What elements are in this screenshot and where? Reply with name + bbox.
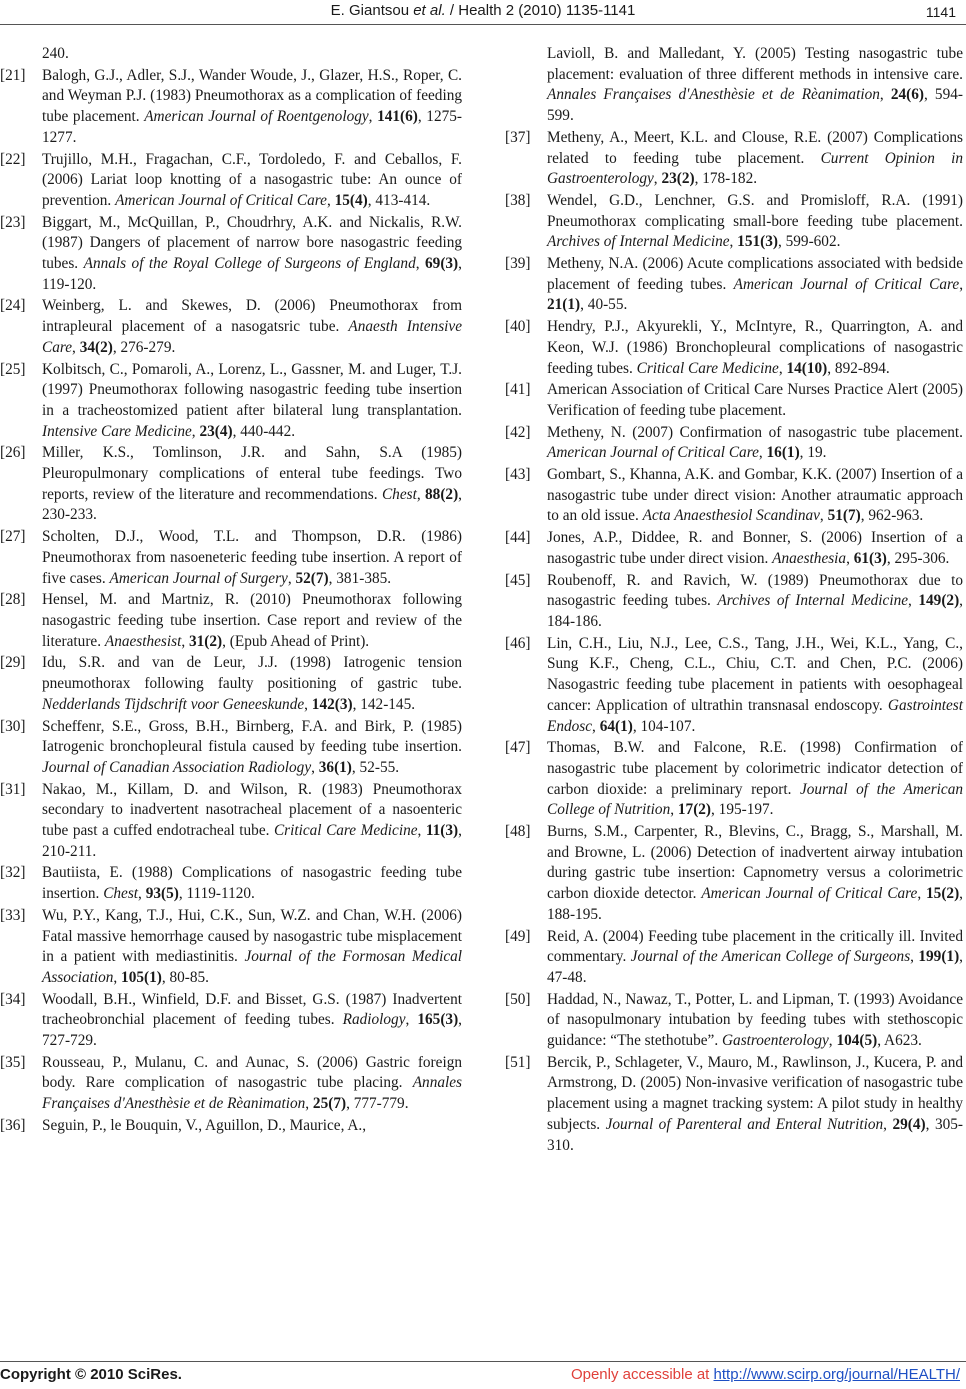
journal-name: American Journal of Surgery	[109, 569, 288, 587]
journal-name: Anaesthesia	[772, 549, 847, 567]
volume-issue: 29(4)	[892, 1115, 926, 1133]
reference-text: ,	[287, 569, 296, 587]
reference-text: , 40-55.	[580, 296, 628, 314]
volume-issue: 69(3)	[425, 255, 459, 273]
journal-name: Anaesth Intensive Care	[42, 318, 462, 356]
reference-item	[505, 423, 963, 464]
reference-text: ,	[138, 885, 146, 903]
reference-number: [33]	[0, 906, 26, 924]
reference-item	[505, 822, 963, 926]
volume-issue: 15(4)	[334, 191, 368, 209]
journal-name: American Journal of Critical Care	[701, 885, 918, 903]
reference-number: [41]	[505, 381, 531, 399]
reference-text: Lavioll, B. and Malledant, Y. (2005) Testing nasogastric tube placement: evaluation of three different methods in intensive care.	[547, 45, 963, 83]
reference-text: ,	[191, 422, 200, 440]
volume-issue: 31(2)	[189, 632, 223, 650]
volume-issue: 23(4)	[199, 422, 233, 440]
reference-text: Idu, S.R. and van de Leur, J.J. (1998) Iatrogenic tension pneumothorax following faulty positioning of gastric tube.	[42, 654, 462, 693]
reference-number: [39]	[505, 255, 531, 273]
reference-item	[0, 990, 462, 1052]
reference-text: ,	[368, 108, 378, 126]
reference-text: Woodall, B.H., Winfield, D.F. and Bisset, G.S. (1987) Inadvertent tracheobronchial placement of feeding tubes.	[42, 990, 462, 1029]
reference-item	[0, 150, 462, 212]
journal-url-link[interactable]: http://www.scirp.org/journal/HEALTH/	[713, 1366, 960, 1383]
reference-item	[0, 863, 462, 904]
journal-name: Annales Françaises d'Anesthèsie et de Rèanimation	[547, 86, 880, 104]
reference-text: , (Epub Ahead of Print).	[222, 632, 370, 650]
volume-issue: 93(5)	[145, 885, 179, 903]
reference-text: , 413-414.	[367, 191, 431, 209]
reference-item	[505, 528, 963, 569]
volume-issue: 11(3)	[425, 822, 459, 840]
reference-text: , 80-85.	[161, 968, 210, 986]
reference-text: , 777-779.	[346, 1095, 409, 1113]
reference-item	[0, 296, 462, 358]
reference-number: [42]	[505, 423, 531, 441]
reference-text: Seguin, P., le Bouquin, V., Aguillon, D., Maurice, A.,	[42, 1116, 367, 1134]
journal-name: Radiology	[342, 1011, 406, 1029]
reference-text: , 295-306.	[886, 549, 950, 567]
reference-item	[0, 780, 462, 863]
reference-item	[0, 213, 462, 296]
volume-issue: 165(3)	[417, 1011, 459, 1029]
journal-name: Chest	[103, 885, 139, 903]
volume-issue: 21(1)	[547, 296, 581, 314]
reference-text: Reid, A. (2004) Feeding tube placement in the critically ill. Invited commentary.	[547, 927, 963, 966]
reference-text: , 230-233.	[42, 485, 462, 524]
reference-item	[505, 317, 963, 379]
reference-text: ,	[670, 801, 678, 819]
reference-number: [30]	[0, 717, 26, 735]
reference-text: , 599-602.	[777, 233, 841, 251]
volume-issue: 51(7)	[827, 507, 861, 525]
reference-list-left	[0, 66, 462, 1137]
volume-issue: 14(10)	[786, 359, 828, 377]
reference-number: [45]	[505, 571, 531, 589]
reference-text: ,	[778, 359, 787, 377]
reference-list-right	[505, 128, 963, 1156]
volume-issue: 142(3)	[311, 695, 353, 713]
reference-number: [31]	[0, 780, 26, 798]
running-header	[0, 2, 966, 24]
journal-name: Intensive Care Medicine	[42, 422, 192, 440]
reference-text: Haddad, N., Nawaz, T., Potter, L. and Lipman, T. (1993) Avoidance of nasopulmonary intubation by feeding tubes with stethoscopic guidance: “The stethotube”.	[547, 990, 963, 1050]
journal-name: Annales Françaises d'Anesthèsie et de Rèanimation	[42, 1074, 462, 1113]
journal-name: American Journal of Critical Care	[115, 191, 327, 209]
header-et-al: et al.	[413, 2, 446, 19]
reference-text: , 892-894.	[827, 359, 890, 377]
reference-number: [25]	[0, 360, 26, 378]
journal-name: Annals of the Royal College of Surgeons of England	[83, 255, 416, 273]
reference-text: , 52-55.	[351, 758, 400, 776]
reference-text: ,	[883, 1115, 893, 1133]
reference-text: Balogh, G.J., Adler, S.J., Wander Woude, J., Glazer, H.S., Roper, C. and Weyman P.J. (1983) Pneumothorax as a complication of feeding tube placement.	[42, 66, 462, 126]
reference-number: [36]	[0, 1116, 26, 1134]
reference-number: [40]	[505, 318, 531, 336]
reference-number: [27]	[0, 528, 26, 546]
reference-item	[505, 990, 963, 1052]
volume-issue: 88(2)	[425, 485, 459, 503]
reference-text: , 440-442.	[232, 422, 296, 440]
reference-number: [35]	[0, 1053, 26, 1071]
journal-name: Anaesthesist	[104, 632, 182, 650]
reference-text: , 1275-1277.	[42, 108, 462, 146]
reference-number: [48]	[505, 823, 531, 841]
reference-text: Lin, C.H., Liu, N.J., Lee, C.S., Tang, J.H., Wei, K.L., Yang, C., Sung K.F., Cheng, C.L., Chiu, C.T. and Chen, P.C. (2006) Nasogastric feeding tube placement in patients with oesophageal cancer: Application of ultrathin transnasal endoscopy.	[547, 634, 963, 714]
reference-text: Miller, K.S., Tomlinson, J.R. and Sahn, S.A (1985) Pleuropulmonary complications of enteral tube feedings. Two reports, review of the literature and recommendations.	[42, 444, 462, 503]
reference-text: Scholten, D.J., Wood, T.L. and Thompson, D.R. (1986) Pneumothorax from nasoeneteric feeding tube insertion. A report of five cases.	[42, 528, 462, 587]
header-rule	[0, 24, 966, 25]
reference-item	[505, 380, 963, 421]
left-column	[0, 44, 462, 1138]
reference-number: [23]	[0, 213, 26, 231]
reference-text: ,	[305, 1095, 313, 1113]
reference-text: ,	[311, 758, 319, 776]
reference-text: , 184-186.	[547, 592, 963, 630]
reference-item	[505, 254, 963, 316]
reference-text: , 104-107.	[632, 717, 696, 735]
journal-name: Critical Care Medicine	[273, 822, 418, 840]
reference-text: , 47-48.	[547, 948, 963, 986]
volume-issue: 24(6)	[890, 86, 924, 104]
reference-text: ,	[417, 822, 426, 840]
journal-name: Journal of the American College of Nutrition	[547, 780, 963, 819]
reference-number: [51]	[505, 1053, 531, 1071]
reference-item	[0, 717, 462, 779]
reference-text: Rousseau, P., Mulanu, C. and Aunac, S. (2006) Gastric foreign body. Rare complication of nasogastric tube placing.	[42, 1053, 462, 1092]
journal-name: Nedderlands Tijdschrift voor Geneeskunde	[42, 695, 305, 713]
reference-text: Roubenoff, R. and Ravich, W. (1989) Pneumothorax due to nasogastric feeding tubes.	[547, 571, 963, 610]
right-column	[505, 44, 963, 1157]
reference-text: ,	[653, 170, 662, 188]
reference-text: Kolbitsch, C., Pomaroli, A., Lorenz, L., Gassner, M. and Luger, T.J. (1997) Pneumothorax following nasogastric feeding tube insertion in a tracheostomized patient after bilateral lung transplantation.	[42, 360, 462, 419]
reference-item	[505, 1053, 963, 1157]
volume-issue: 151(3)	[737, 233, 778, 251]
reference-text: , 594-599.	[547, 86, 963, 125]
reference-text: ,	[846, 549, 854, 567]
reference-text: Metheny, N.A. (2006) Acute complications associated with bedside placement of feeding tubes.	[547, 255, 963, 293]
reference-text: ,	[819, 507, 828, 525]
reference-text: Bautiista, E. (1988) Complications of nasogastric feeding tube insertion.	[42, 864, 462, 903]
reference-item	[0, 1116, 462, 1137]
volume-issue: 52(7)	[295, 569, 329, 587]
reference-item	[0, 527, 462, 589]
reference-continuation-right	[505, 44, 963, 127]
reference-text: Nakao, M., Killam, D. and Wilson, R. (1983) Pneumothorax secondary to inadvertent nasotracheal placement of a nasoenteric tube past a cuffed endotracheal tube.	[42, 780, 462, 840]
reference-number: [38]	[505, 191, 531, 209]
reference-number: [22]	[0, 150, 26, 168]
reference-text: ,	[879, 86, 891, 104]
reference-item	[0, 443, 462, 526]
reference-text: ,	[181, 632, 189, 650]
copyright-notice: Copyright © 2010 SciRes.	[0, 1366, 182, 1383]
volume-issue: 105(1)	[121, 968, 162, 986]
open-access-notice	[571, 1366, 960, 1383]
reference-text: ,	[910, 948, 919, 966]
reference-item	[505, 738, 963, 821]
reference-text: ,	[326, 191, 335, 209]
reference-text: ,	[416, 485, 426, 503]
reference-text: Metheny, A., Meert, K.L. and Clouse, R.E. (2007) Complications related to feeding tube placement.	[547, 128, 963, 167]
reference-text: ,	[113, 968, 122, 986]
journal-name: Journal of the American College of Surgeons	[630, 948, 911, 966]
reference-text: ,	[592, 717, 600, 735]
journal-name: Critical Care Medicine	[636, 359, 779, 377]
reference-text: , 1119-1120.	[178, 885, 255, 903]
reference-text: ,	[917, 885, 927, 903]
reference-text: Metheny, N. (2007) Confirmation of nasogastric tube placement.	[547, 423, 963, 441]
journal-name: Current Opinion in Gastroenterology	[547, 149, 963, 188]
open-access-text: Openly accessible at	[570, 1366, 714, 1383]
reference-text: , 19.	[799, 444, 827, 462]
volume-issue: 15(2)	[926, 885, 960, 903]
reference-item	[505, 465, 963, 527]
reference-text: Hensel, M. and Martniz, R. (2010) Pneumothorax following nasogastric feeding tube insertion. Case report and review of the literature.	[42, 591, 462, 650]
reference-continuation: 240.	[42, 45, 69, 62]
reference-text: American Association of Critical Care Nurses Practice Alert (2005) Verification of feeding tube placement.	[547, 381, 963, 419]
reference-text: , 727-729.	[42, 1011, 462, 1050]
reference-text: ,	[758, 444, 767, 462]
reference-text: ,	[828, 1032, 837, 1050]
reference-text: , 178-182.	[694, 170, 758, 188]
volume-issue: 16(1)	[766, 444, 800, 462]
volume-issue: 61(3)	[853, 549, 887, 567]
reference-text: , A623.	[877, 1032, 922, 1050]
reference-text: Biggart, M., McQuillan, P., Choudrhry, A.K. and Nickalis, R.W. (1987) Dangers of placement of narrow bore nasogastric feeding tubes.	[42, 213, 462, 273]
reference-item	[505, 571, 963, 633]
volume-issue: 23(2)	[661, 170, 695, 188]
volume-issue: 149(2)	[918, 592, 960, 610]
journal-name: Archives of Internal Medicine	[547, 233, 730, 251]
volume-issue: 64(1)	[599, 717, 633, 735]
page-footer	[0, 1366, 966, 1388]
reference-text: ,	[304, 695, 312, 713]
volume-issue: 199(1)	[918, 948, 960, 966]
reference-number: [44]	[505, 529, 531, 547]
reference-text: Weinberg, L. and Skewes, D. (2006) Pneumothorax from intrapleural placement of a nasogatsric tube.	[42, 297, 462, 336]
reference-number: [34]	[0, 990, 26, 1008]
reference-text: Wendel, G.D., Lenchner, G.S. and Promisloff, R.A. (1991) Pneumothorax complicating small-bore feeding tube placement.	[547, 191, 963, 230]
reference-item	[0, 66, 462, 149]
header-title	[0, 2, 966, 19]
reference-text: , 962-963.	[860, 507, 924, 525]
reference-text: , 305-310.	[547, 1115, 963, 1154]
reference-item	[505, 634, 963, 738]
header-citation: / Health 2 (2010) 1135-1141	[445, 2, 636, 19]
reference-number: [46]	[505, 634, 531, 652]
reference-item	[0, 906, 462, 989]
reference-number: [24]	[0, 297, 26, 315]
reference-text: Trujillo, M.H., Fragachan, C.F., Tordoledo, F. and Ceballos, F. (2006) Lariat loop knotting of a nasogastric tube: An ounce of prevention.	[42, 150, 462, 209]
reference-item	[0, 1053, 462, 1115]
footer-rule	[0, 1361, 966, 1362]
reference-number: [47]	[505, 739, 531, 757]
header-authors: E. Giantsou	[330, 2, 414, 19]
reference-text: Gombart, S., Khanna, A.K. and Gombar, K.K. (2007) Insertion of a nasogastric tube under direct vision: Another atraumatic approach to an old issue.	[547, 466, 963, 525]
reference-text: Burns, S.M., Carpenter, R., Blevins, C., Bragg, S., Marshall, M. and Browne, L. (2006) Detection of inadvertent airway intubation during gastric tube insertion: Capnometry versus a colorimetric carbon dioxide detector.	[547, 823, 963, 903]
reference-text: Wu, P.Y., Kang, T.J., Hui, C.K., Sun, W.Z. and Chan, W.H. (2006) Fatal massive hemorrhage caused by nasogastric tube misplacement in a patient with mediastinitis.	[42, 906, 462, 966]
reference-number: [37]	[505, 128, 531, 146]
page-number: 1141	[925, 4, 956, 20]
reference-item	[505, 128, 963, 190]
volume-issue: 36(1)	[318, 758, 352, 776]
journal-name: American Journal of Critical Care	[547, 444, 759, 462]
reference-text: , 210-211.	[42, 822, 462, 860]
journal-name: American Journal of Roentgenology	[144, 108, 369, 126]
reference-text: Jones, A.P., Diddee, R. and Bonner, S. (2006) Insertion of a nasogastric tube under direct vision.	[547, 529, 963, 567]
reference-number: [21]	[0, 66, 26, 84]
reference-number: [26]	[0, 444, 26, 462]
reference-item	[505, 927, 963, 989]
journal-name: American Journal of Critical Care	[733, 275, 960, 293]
journal-name: Acta Anaesthesiol Scandinav	[642, 507, 820, 525]
reference-text: ,	[959, 275, 964, 293]
volume-issue: 141(6)	[377, 108, 418, 126]
journal-name: Journal of the Formosan Medical Association	[42, 948, 463, 986]
journal-name: Journal of Parenteral and Enteral Nutrition	[605, 1115, 884, 1133]
journal-name: Gastrointest Endosc	[547, 696, 963, 735]
reference-text: ,	[908, 592, 919, 610]
reference-number: [29]	[0, 654, 26, 672]
reference-text: ,	[405, 1011, 418, 1029]
reference-text: ,	[415, 255, 426, 273]
reference-number: [32]	[0, 864, 26, 882]
reference-number: [50]	[505, 990, 531, 1008]
volume-issue: 17(2)	[677, 801, 712, 819]
reference-text: ,	[729, 233, 738, 251]
reference-item	[0, 590, 462, 652]
reference-text: Scheffenr, S.E., Gross, B.H., Birnberg, F.A. and Birk, P. (1985) Iatrogenic bronchopleural fistula caused by feeding tube insertion.	[42, 717, 462, 756]
volume-issue: 25(7)	[312, 1095, 347, 1113]
reference-item	[0, 653, 462, 715]
reference-text: ,	[72, 338, 80, 356]
reference-item	[0, 360, 462, 443]
reference-text: Bercik, P., Schlageter, V., Mauro, M., Rawlinson, J., Kucera, P. and Armstrong, D. (2005) Non-invasive verification of nasogastric tube placement using a magnet tracking system: A pilot study in healthy subjects.	[547, 1053, 963, 1133]
volume-issue: 34(2)	[79, 338, 113, 356]
reference-number: [43]	[505, 466, 531, 484]
journal-name: Journal of Canadian Association Radiology	[42, 758, 312, 776]
reference-text: , 188-195.	[547, 885, 963, 923]
reference-text: , 142-145.	[352, 695, 416, 713]
journal-name: Gastroenterology	[722, 1032, 829, 1050]
reference-text: , 195-197.	[711, 801, 774, 819]
journal-name: Archives of Internal Medicine	[717, 592, 909, 610]
volume-issue: 104(5)	[836, 1032, 878, 1050]
reference-text: , 276-279.	[112, 338, 176, 356]
reference-number: [49]	[505, 927, 531, 945]
reference-text: , 381-385.	[328, 569, 392, 587]
reference-text: , 119-120.	[42, 255, 462, 293]
reference-number: [28]	[0, 591, 26, 609]
reference-text: Hendry, P.J., Akyurekli, Y., McIntyre, R., Quarrington, A. and Keon, W.J. (1986) Bronchopleural complications of nasogastric feeding tubes.	[547, 318, 963, 377]
journal-name: Chest	[381, 485, 417, 503]
reference-text: Thomas, B.W. and Falcone, R.E. (1998) Confirmation of nasogastric tube placement by colorimetric indicator detection of carbon dioxide: a preliminary report.	[547, 739, 963, 798]
reference-item	[505, 191, 963, 253]
